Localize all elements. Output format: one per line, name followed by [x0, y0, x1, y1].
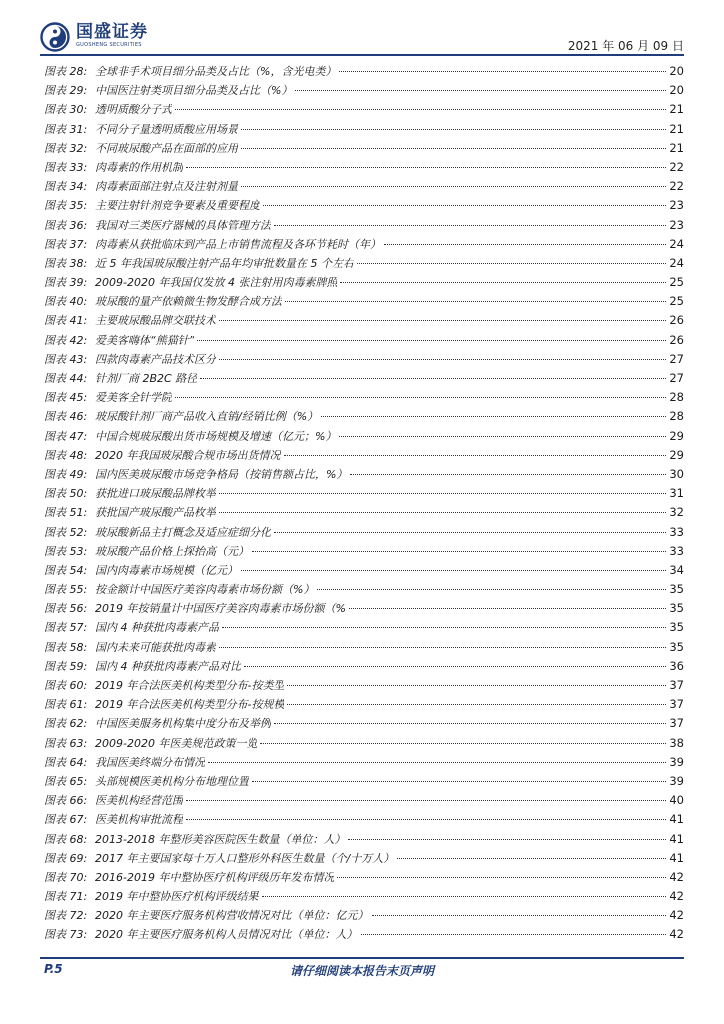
toc-dot-leader — [219, 492, 666, 494]
toc-entry-label: 图表 73: — [44, 928, 88, 942]
toc-entry-label: 图表 66: — [44, 794, 88, 808]
toc-entry-label: 图表 30: — [44, 103, 88, 117]
toc-entry-label: 图表 45: — [44, 391, 88, 405]
toc-entry-label: 图表 70: — [44, 870, 88, 884]
toc-entry-page[interactable]: 20 — [669, 64, 684, 78]
toc-entry-page[interactable]: 32 — [669, 505, 684, 520]
toc-entry[interactable] — [44, 196, 684, 215]
toc-entry-page[interactable]: 24 — [669, 236, 684, 251]
toc-entry-title[interactable]: 2020 年主要医疗服务机构人员情况对比（单位：人） — [95, 928, 358, 942]
toc-entry[interactable] — [44, 523, 684, 542]
toc-entry-title[interactable]: 不同分子量透明质酸应用场景 — [95, 122, 238, 136]
toc-entry-label: 图表 68: — [44, 832, 88, 846]
toc-entry-title[interactable]: 我国医美终端分布情况 — [95, 755, 205, 769]
toc-entry-page[interactable]: 30 — [669, 466, 684, 481]
toc-dot-leader — [241, 147, 666, 149]
toc-entry-page[interactable]: 23 — [669, 198, 684, 213]
toc-dot-leader — [285, 300, 666, 302]
toc-entry[interactable] — [44, 695, 684, 714]
toc-entry[interactable] — [44, 868, 684, 887]
toc-entry-page[interactable]: 40 — [669, 793, 684, 808]
toc-entry-page[interactable]: 39 — [669, 754, 684, 769]
toc-entry-title[interactable]: 获批进口玻尿酸品牌枚举 — [95, 487, 216, 501]
toc-entry-title[interactable]: 透明质酸分子式 — [95, 103, 172, 117]
toc-entry-page[interactable]: 28 — [669, 390, 684, 405]
company-logo — [40, 22, 148, 52]
toc-entry[interactable] — [44, 503, 684, 522]
toc-entry-title[interactable]: 2009-2020 年我国仅发放 4 张注射用肉毒素牌照 — [95, 276, 338, 290]
toc-entry-title[interactable]: 针剂厂商 2B2C 路径 — [95, 372, 198, 385]
toc-entry-label: 图表 44: — [44, 372, 88, 385]
toc-entry-label: 图表 33: — [44, 160, 88, 174]
toc-entry-page[interactable]: 27 — [669, 371, 684, 385]
page-header — [0, 0, 724, 62]
toc-entry[interactable] — [44, 810, 684, 829]
toc-entry[interactable] — [44, 273, 684, 292]
toc-entry-page[interactable]: 34 — [669, 562, 684, 577]
toc-entry-page[interactable]: 38 — [669, 735, 684, 750]
toc-dot-leader — [321, 415, 666, 417]
toc-entry-page[interactable]: 39 — [669, 773, 684, 788]
toc-entry-title[interactable]: 玻尿酸针剂厂商产品收入直销/经销比例（%） — [95, 410, 319, 424]
toc-entry-title[interactable]: 四款肉毒素产品技术区分 — [95, 352, 216, 366]
toc-entry-page[interactable]: 26 — [669, 332, 684, 347]
toc-entry-page[interactable]: 21 — [669, 102, 684, 117]
toc-dot-leader — [252, 550, 666, 552]
toc-entry-label: 图表 60: — [44, 679, 88, 692]
toc-entry-page[interactable]: 27 — [669, 351, 684, 366]
toc-entry-page[interactable]: 24 — [669, 255, 684, 270]
toc-entry-label: 图表 36: — [44, 218, 88, 232]
toc-entry-page[interactable]: 28 — [669, 409, 684, 424]
toc-entry-page[interactable]: 36 — [669, 658, 684, 673]
toc-entry[interactable] — [44, 925, 684, 944]
toc-entry-title[interactable]: 国内 4 种获批肉毒素产品 — [95, 621, 219, 635]
toc-entry-label: 图表 43: — [44, 352, 88, 366]
toc-entry[interactable] — [44, 158, 684, 177]
report-date: 2021 年 06 月 09 日 — [567, 39, 684, 53]
toc-entry-label: 图表 63: — [44, 736, 88, 750]
toc-entry[interactable] — [44, 235, 684, 254]
toc-dot-leader — [208, 761, 666, 763]
toc-entry-label: 图表 58: — [44, 640, 88, 654]
toc-entry-title[interactable]: 获批国产玻尿酸产品枚举 — [95, 506, 216, 520]
toc-entry-label: 图表 52: — [44, 525, 88, 539]
toc-dot-leader — [262, 895, 667, 897]
toc-dot-leader — [186, 799, 666, 801]
toc-entry-label: 图表 55: — [44, 583, 88, 597]
toc-entry-label: 图表 29: — [44, 84, 88, 98]
toc-entry-title[interactable]: 中国合规玻尿酸出货市场规模及增速（亿元；%） — [95, 429, 337, 443]
toc-dot-leader — [357, 262, 666, 264]
toc-entry[interactable] — [44, 446, 684, 465]
toc-entry-page[interactable]: 37 — [669, 716, 684, 731]
toc-dot-leader — [349, 607, 666, 609]
toc-entry-label: 图表 64: — [44, 755, 88, 769]
toc-dot-leader — [241, 185, 666, 187]
toc-entry-label: 图表 47: — [44, 429, 88, 443]
toc-entry-label: 图表 49: — [44, 467, 88, 481]
toc-entry[interactable] — [44, 599, 684, 618]
toc-entry-page[interactable]: 41 — [669, 812, 684, 827]
toc-entry-title[interactable]: 国内 4 种获批肉毒素产品对比 — [95, 659, 241, 673]
toc-dot-leader — [274, 224, 666, 226]
toc-entry-title[interactable]: 国内肉毒素市场规模（亿元） — [95, 563, 238, 577]
toc-dot-leader — [219, 358, 666, 360]
toc-entry-title[interactable]: 2013-2018 年整形美容医院医生数量（单位：人） — [95, 832, 346, 846]
toc-dot-leader — [372, 914, 667, 916]
toc-entry-label: 图表 32: — [44, 141, 88, 155]
toc-entry-title[interactable]: 爱美客嗨体“熊猫针” — [95, 333, 195, 347]
toc-entry-label: 图表 69: — [44, 851, 88, 865]
toc-entry[interactable] — [44, 254, 684, 273]
toc-entry-page[interactable]: 41 — [669, 850, 684, 865]
toc-dot-leader — [200, 377, 666, 379]
toc-dot-leader — [222, 626, 666, 628]
toc-dot-leader — [197, 339, 666, 341]
toc-entry[interactable] — [44, 81, 684, 100]
toc-entry-title[interactable]: 国内未来可能获批肉毒素 — [95, 640, 216, 654]
toc-entry-title[interactable]: 医美机构审批流程 — [95, 813, 183, 827]
toc-entry-title[interactable]: 玻尿酸的量产依赖微生物发酵合成方法 — [95, 295, 282, 309]
toc-dot-leader — [384, 243, 666, 245]
toc-entry[interactable] — [44, 407, 684, 426]
toc-dot-leader — [340, 281, 666, 283]
toc-dot-leader — [219, 319, 666, 321]
company-name: 国盛证券 — [76, 22, 148, 42]
toc-entry-page[interactable]: 35 — [669, 620, 684, 635]
toc-dot-leader — [219, 646, 666, 648]
toc-entry-label: 图表 39: — [44, 276, 88, 290]
toc-entry-label: 图表 62: — [44, 717, 88, 731]
toc-entry-title[interactable]: 近 5 年我国玻尿酸注射产品年均审批数量在 5 个左右 — [95, 256, 354, 270]
footer-divider — [40, 957, 684, 959]
toc-entry-title[interactable]: 玻尿酸新品主打概念及适应症细分化 — [95, 525, 271, 539]
toc-entry-page[interactable]: 25 — [669, 294, 684, 309]
toc-entry-title[interactable]: 2020 年主要医疗服务机构营收情况对比（单位：亿元） — [95, 909, 369, 923]
toc-dot-leader — [337, 876, 666, 878]
toc-dot-leader — [397, 857, 666, 859]
toc-entry-page[interactable]: 21 — [669, 140, 684, 155]
toc-entry-label: 图表 38: — [44, 256, 88, 270]
toc-dot-leader — [287, 684, 666, 686]
toc-entry-title[interactable]: 肉毒素从获批临床到产品上市销售流程及各环节耗时（年） — [95, 237, 381, 251]
toc-entry[interactable] — [44, 638, 684, 657]
toc-entry-label: 图表 48: — [44, 448, 88, 462]
toc-entry[interactable] — [44, 465, 684, 484]
toc-dot-leader — [186, 166, 666, 168]
toc-entry-page[interactable]: 35 — [669, 639, 684, 654]
toc-entry-page[interactable]: 33 — [669, 524, 684, 539]
toc-entry[interactable] — [44, 369, 684, 388]
toc-entry-page[interactable]: 22 — [669, 179, 684, 194]
toc-entry-label: 图表 61: — [44, 698, 88, 712]
toc-entry[interactable] — [44, 753, 684, 772]
toc-entry-title[interactable]: 中国医注射类项目细分品类及占比（%） — [95, 84, 293, 98]
toc-entry-title[interactable]: 肉毒素的作用机制 — [95, 160, 183, 174]
toc-entry-title[interactable]: 2019 年中整协医疗机构评级结果 — [95, 890, 259, 904]
toc-entry-label: 图表 40: — [44, 295, 88, 309]
toc-dot-leader — [241, 569, 666, 571]
toc-entry-title[interactable]: 肉毒素面部注射点及注射剂量 — [95, 180, 238, 194]
toc-dot-leader — [317, 588, 666, 590]
toc-entry[interactable] — [44, 139, 684, 158]
toc-entry[interactable] — [44, 830, 684, 849]
header-divider — [40, 54, 684, 56]
toc-entry[interactable] — [44, 849, 684, 868]
toc-entry-label: 图表 50: — [44, 487, 88, 501]
toc-dot-leader — [350, 473, 666, 475]
toc-entry-page[interactable]: 20 — [669, 83, 684, 98]
toc-entry-title[interactable]: 头部规模医美机构分布地理位置 — [95, 774, 249, 788]
toc-dot-leader — [295, 89, 666, 91]
toc-entry-title[interactable]: 全球非手术项目细分品类及占比（%，含光电类） — [95, 65, 337, 78]
toc-entry[interactable] — [44, 216, 684, 235]
toc-dot-leader — [339, 70, 666, 72]
toc-entry[interactable] — [44, 331, 684, 350]
toc-dot-leader — [274, 722, 666, 724]
toc-dot-leader — [186, 818, 666, 820]
toc-entry-page[interactable]: 31 — [669, 486, 684, 501]
toc-entry[interactable] — [44, 388, 684, 407]
toc-entry[interactable] — [44, 580, 684, 599]
toc-entry-page[interactable]: 33 — [669, 543, 684, 558]
toc-entry-page[interactable]: 22 — [669, 159, 684, 174]
toc-entry[interactable] — [44, 772, 684, 791]
toc-entry[interactable] — [44, 906, 684, 925]
toc-entry-label: 图表 42: — [44, 333, 88, 347]
toc-entry-title[interactable]: 2019 年按销量计中国医疗美容肉毒素市场份额（% — [95, 602, 346, 616]
toc-entry-title[interactable]: 主要玻尿酸品牌交联技术 — [95, 314, 216, 328]
chart-index-list — [44, 62, 684, 945]
toc-entry[interactable] — [44, 177, 684, 196]
toc-entry-page[interactable]: 37 — [669, 678, 684, 692]
toc-entry-label: 图表 34: — [44, 180, 88, 194]
toc-entry-label: 图表 54: — [44, 563, 88, 577]
toc-entry-title[interactable]: 2019 年合法医美机构类型分布-按规模 — [95, 698, 285, 712]
toc-entry-page[interactable]: 42 — [669, 869, 684, 884]
toc-entry-page[interactable]: 42 — [669, 889, 684, 904]
toc-entry-label: 图表 59: — [44, 659, 88, 673]
toc-entry[interactable] — [44, 561, 684, 580]
toc-dot-leader — [361, 933, 667, 935]
toc-entry[interactable] — [44, 714, 684, 733]
toc-dot-leader — [260, 742, 666, 744]
toc-entry-page[interactable]: 21 — [669, 121, 684, 136]
toc-entry[interactable] — [44, 676, 684, 695]
toc-dot-leader — [219, 511, 666, 513]
toc-entry-label: 图表 31: — [44, 122, 88, 136]
toc-entry-label: 图表 53: — [44, 544, 88, 558]
toc-entry-label: 图表 65: — [44, 774, 88, 788]
toc-entry[interactable] — [44, 791, 684, 810]
toc-entry-page[interactable]: 35 — [669, 601, 684, 616]
toc-entry-title[interactable]: 爱美客全针学院 — [95, 391, 172, 405]
toc-dot-leader — [252, 780, 666, 782]
toc-entry[interactable] — [44, 887, 684, 906]
toc-entry-title[interactable]: 2016-2019 年中整协医疗机构评级历年发布情况 — [95, 870, 335, 884]
toc-entry-page[interactable]: 35 — [669, 582, 684, 597]
toc-entry-label: 图表 56: — [44, 602, 88, 616]
toc-entry-label: 图表 57: — [44, 621, 88, 635]
toc-entry-page[interactable]: 26 — [669, 313, 684, 328]
toc-entry-title[interactable]: 2017 年主要国家每十万人口整形外科医生数量（个/十万人） — [95, 851, 395, 865]
toc-entry-label: 图表 71: — [44, 890, 88, 904]
toc-entry-page[interactable]: 42 — [669, 927, 684, 942]
toc-entry-page[interactable]: 25 — [669, 275, 684, 290]
company-name-en: GUOSHENG SECURITIES — [76, 42, 142, 48]
toc-entry-label: 图表 41: — [44, 314, 88, 328]
toc-entry[interactable] — [44, 311, 684, 330]
toc-entry-page[interactable]: 41 — [669, 831, 684, 846]
toc-dot-leader — [348, 838, 666, 840]
toc-entry-title[interactable]: 2019 年合法医美机构类型分布-按类型 — [95, 679, 285, 692]
toc-entry-title[interactable]: 国内医美玻尿酸市场竞争格局（按销售额占比，%） — [95, 467, 348, 481]
toc-entry-title[interactable]: 中国医美服务机构集中度分布及举例 — [95, 717, 271, 731]
logo-mark-icon — [40, 22, 70, 52]
toc-entry[interactable] — [44, 734, 684, 753]
toc-dot-leader — [287, 703, 666, 705]
toc-entry[interactable] — [44, 62, 684, 81]
toc-entry-label: 图表 67: — [44, 813, 88, 827]
toc-entry[interactable] — [44, 657, 684, 676]
toc-entry[interactable] — [44, 100, 684, 119]
toc-entry-title[interactable]: 我国对三类医疗器械的具体管理方法 — [95, 218, 271, 232]
toc-entry-label: 图表 46: — [44, 410, 88, 424]
toc-entry-title[interactable]: 按金额计中国医疗美容肉毒素市场份额（%） — [95, 583, 315, 597]
toc-entry-label: 图表 37: — [44, 237, 88, 251]
toc-entry-title[interactable]: 主要注射针剂竞争要素及重要程度 — [95, 199, 260, 213]
toc-entry[interactable] — [44, 484, 684, 503]
toc-entry-page[interactable]: 29 — [669, 447, 684, 462]
toc-dot-leader — [339, 435, 666, 437]
toc-entry-label: 图表 28: — [44, 65, 88, 78]
toc-entry[interactable] — [44, 350, 684, 369]
toc-dot-leader — [241, 128, 666, 130]
toc-entry-page[interactable]: 29 — [669, 428, 684, 443]
toc-entry-title[interactable]: 不同玻尿酸产品在面部的应用 — [95, 141, 238, 155]
toc-dot-leader — [284, 454, 667, 456]
toc-dot-leader — [263, 204, 666, 206]
toc-entry-label: 图表 51: — [44, 506, 88, 520]
toc-entry[interactable] — [44, 120, 684, 139]
toc-dot-leader — [244, 665, 666, 667]
toc-entry-title[interactable]: 2009-2020 年医美规范政策一览 — [95, 736, 258, 750]
toc-entry-label: 图表 35: — [44, 199, 88, 213]
toc-entry-title[interactable]: 2020 年我国玻尿酸合规市场出货情况 — [95, 448, 281, 462]
toc-dot-leader — [175, 108, 666, 110]
toc-dot-leader — [175, 396, 666, 398]
toc-entry-page[interactable]: 37 — [669, 697, 684, 712]
toc-entry-page[interactable]: 42 — [669, 908, 684, 923]
footer-disclaimer: 请仔细阅读本报告末页声明 — [289, 964, 434, 978]
toc-entry-title[interactable]: 医美机构经营范围 — [95, 794, 183, 808]
toc-entry-title[interactable]: 玻尿酸产品价格上探抬高（元） — [95, 544, 249, 558]
toc-entry-label: 图表 72: — [44, 909, 88, 923]
toc-entry[interactable] — [44, 542, 684, 561]
toc-dot-leader — [274, 531, 666, 533]
toc-entry[interactable] — [44, 427, 684, 446]
toc-entry-page[interactable]: 23 — [669, 217, 684, 232]
page-number: P.5 — [44, 962, 63, 976]
toc-entry[interactable] — [44, 618, 684, 637]
toc-entry[interactable] — [44, 292, 684, 311]
